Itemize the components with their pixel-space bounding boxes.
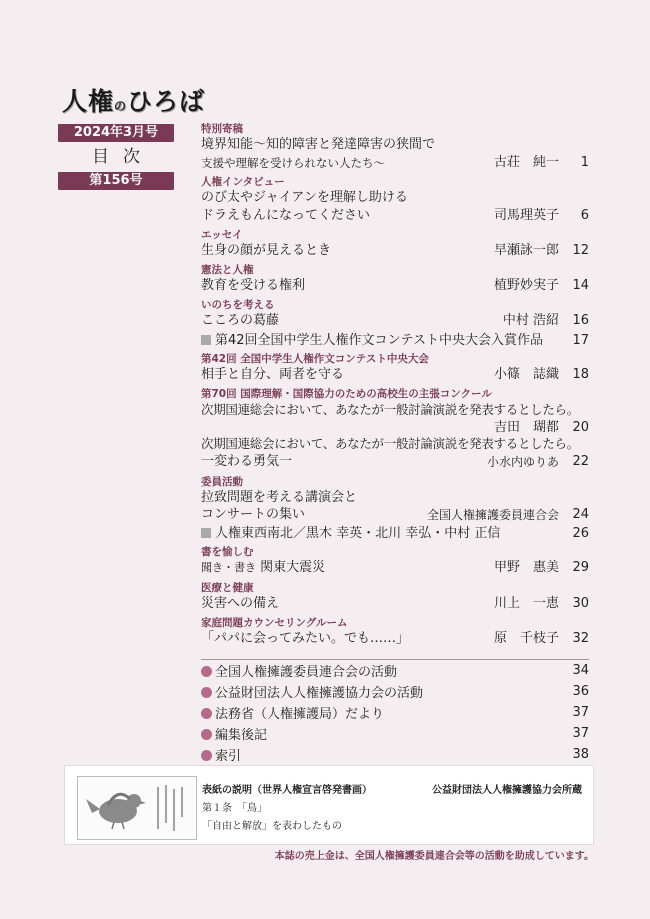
toc-entry[interactable] xyxy=(201,506,589,524)
section-divider xyxy=(201,659,589,660)
list-item-label: 法務省（人権擁護局）だより xyxy=(215,707,385,722)
bullet-icon xyxy=(201,750,212,761)
toc-title: 一変わる勇気一 xyxy=(201,454,293,469)
list-item[interactable] xyxy=(201,682,589,702)
toc-page: 20 xyxy=(572,420,589,435)
toc-entry[interactable] xyxy=(201,630,589,648)
bird-artwork-icon xyxy=(78,777,196,839)
square-bullet-icon xyxy=(201,528,211,538)
category-label: 第42回 全国中学生人権作文コンテスト中央大会 xyxy=(201,353,429,365)
toc-author: 吉田 瑚都 xyxy=(493,420,559,435)
toc-entry[interactable] xyxy=(201,242,589,260)
category-label: 家庭問題カウンセリングルーム xyxy=(201,617,348,629)
title-part-1: 人権 xyxy=(62,87,115,116)
footnote: 本誌の売上金は、全国人権擁護委員連合会等の活動を助成しています。 xyxy=(274,851,594,862)
category-label: 委員活動 xyxy=(201,476,243,488)
toc-author: 全国人権擁護委員連合会 xyxy=(426,508,559,522)
list-item[interactable] xyxy=(201,703,589,723)
cover-heading: 表紙の説明（世界人権宣言啓発書画） xyxy=(202,785,372,796)
issue-number: 第156号 xyxy=(58,172,174,190)
toc-title: 境界知能〜知的障害と発達障害の狭間で xyxy=(201,137,436,152)
toc-page: 14 xyxy=(572,278,589,293)
toc-page: 26 xyxy=(572,526,589,541)
title-part-2: ひろば xyxy=(127,87,206,116)
toc-subtitle: 聞き・書き xyxy=(201,561,256,574)
list-item-page: 36 xyxy=(572,684,589,699)
toc-author: 小水内ゆりあ xyxy=(486,455,559,469)
bullet-icon xyxy=(201,708,212,719)
category-label: 医療と健康 xyxy=(201,582,254,594)
toc-author: 中村 浩紹 xyxy=(502,313,559,328)
category-label: エッセイ xyxy=(201,229,243,241)
category-label: いのちを考える xyxy=(201,299,275,311)
toc-title: こころの葛藤 xyxy=(201,313,280,328)
issue-info xyxy=(58,124,174,190)
contents-heading: 目次 xyxy=(92,147,154,167)
list-item-label: 索引 xyxy=(215,749,242,764)
toc-entry[interactable] xyxy=(201,312,589,330)
category-label: 第70回 国際理解・国際協力のための高校生の主張コンクール xyxy=(201,388,492,400)
toc-page: 6 xyxy=(580,208,589,223)
toc-entry[interactable] xyxy=(201,332,589,350)
category-label: 人権インタビュー xyxy=(201,176,285,188)
toc-page: 16 xyxy=(572,313,589,328)
toc-entry[interactable] xyxy=(201,559,589,577)
list-item[interactable] xyxy=(201,724,589,744)
toc-page: 17 xyxy=(572,333,589,348)
toc-title: 支援や理解を受けられない人たち〜 xyxy=(201,156,385,170)
toc-page: 18 xyxy=(572,367,589,382)
toc-title: 拉致問題を考える講演会と xyxy=(201,490,358,505)
category-label: 憲法と人権 xyxy=(201,264,254,276)
cover-description-text xyxy=(202,782,582,836)
toc-title: 「パパに会ってみたい。でも……」 xyxy=(201,631,410,646)
toc-page: 30 xyxy=(572,596,589,611)
title-part-no: の xyxy=(114,99,128,113)
list-item-page: 34 xyxy=(572,663,589,678)
magazine-title xyxy=(62,82,205,118)
toc-page: 29 xyxy=(572,560,589,575)
toc-title: ドラえもんになってください xyxy=(201,208,371,223)
toc-page: 24 xyxy=(572,507,589,522)
toc-author: 甲野 惠美 xyxy=(493,560,559,575)
toc-entry[interactable] xyxy=(201,207,589,225)
toc-entry[interactable] xyxy=(201,453,589,471)
toc-author: 司馬理英子 xyxy=(493,208,559,223)
list-item-page: 37 xyxy=(572,705,589,720)
toc-title: 生身の顔が見えるとき xyxy=(201,243,332,258)
toc-author: 原 千枝子 xyxy=(493,631,559,646)
toc-title: のび太やジャイアンを理解し助ける xyxy=(201,190,408,205)
cover-description-box xyxy=(64,765,594,845)
toc-author: 早瀬詠一郎 xyxy=(493,243,559,258)
toc-entry[interactable] xyxy=(201,525,589,543)
list-item-label: 編集後記 xyxy=(215,728,268,743)
bullet-icon xyxy=(201,729,212,740)
bullet-icon xyxy=(201,687,212,698)
list-item[interactable] xyxy=(201,661,589,681)
cover-artwork-thumbnail xyxy=(77,776,197,840)
toc-title: 次期国連総会において、あなたが一般討論演説を発表するとしたら。 xyxy=(201,436,579,451)
toc-entry[interactable] xyxy=(201,595,589,613)
toc-title: 災害への備え xyxy=(201,596,280,611)
category-label: 特別寄稿 xyxy=(201,123,243,135)
toc-page: 1 xyxy=(580,155,589,170)
list-item-label: 公益財団法人人権擁護協力会の活動 xyxy=(215,686,424,701)
toc-author: 小篠 誌織 xyxy=(493,367,559,382)
category-label: 書を愉しむ xyxy=(201,546,254,558)
list-item-label: 全国人権擁護委員連合会の活動 xyxy=(215,665,398,680)
toc-page: 12 xyxy=(572,243,589,258)
toc-author: 古荘 純一 xyxy=(493,155,559,170)
toc-title: 人権東西南北／黒木 幸英・北川 幸弘・中村 正信 xyxy=(215,526,501,541)
toc-page: 32 xyxy=(572,631,589,646)
list-item-page: 38 xyxy=(572,747,589,762)
cover-desc: 「自由と解放」を表わしたもの xyxy=(202,821,342,832)
toc-title: 教育を受ける権利 xyxy=(201,278,306,293)
cover-article: 第１条 「鳥」 xyxy=(202,803,267,814)
toc-title: 相手と自分、両者を守る xyxy=(201,367,345,382)
square-bullet-icon xyxy=(201,335,211,345)
issue-date: 2024年3月号 xyxy=(58,124,174,142)
toc-title: 関東大震災 xyxy=(260,560,326,575)
toc-page: 22 xyxy=(572,454,589,469)
list-item-page: 37 xyxy=(572,726,589,741)
toc-author: 川上 一恵 xyxy=(493,596,559,611)
toc-author: 植野妙実子 xyxy=(493,278,559,293)
cover-owner: 公益財団法人人権擁護協力会所蔵 xyxy=(432,785,582,796)
toc-entry[interactable] xyxy=(201,277,589,295)
toc-entry[interactable] xyxy=(201,366,589,384)
list-item[interactable] xyxy=(201,745,589,765)
toc-entry[interactable] xyxy=(201,154,589,172)
toc-title: 第42回全国中学生人権作文コンテスト中央大会入賞作品 xyxy=(215,333,544,348)
toc-title: 次期国連総会において、あなたが一般討論演説を発表するとしたら。 xyxy=(201,402,579,417)
toc-title: コンサートの集い xyxy=(201,507,306,522)
bullet-icon xyxy=(201,666,212,677)
